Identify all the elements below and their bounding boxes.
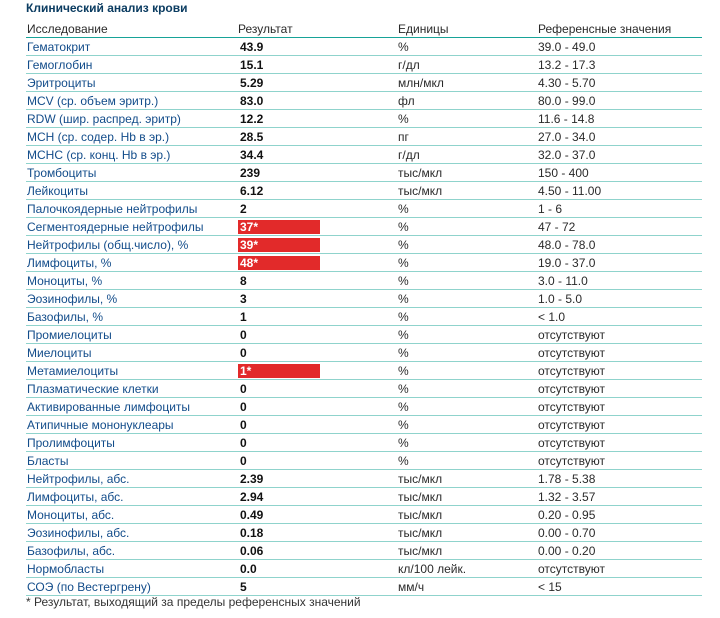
unit-cell: млн/мкл	[397, 74, 537, 92]
table-row	[26, 542, 702, 560]
test-name: Промиелоциты	[26, 326, 237, 344]
table-row	[26, 416, 702, 434]
unit-cell: пг	[397, 128, 537, 146]
result-value: 5.29	[240, 75, 264, 90]
test-name: Нормобласты	[26, 560, 237, 578]
result-cell	[237, 92, 397, 110]
result-value: 0	[240, 399, 247, 414]
table-row	[26, 362, 702, 380]
result-cell	[237, 524, 397, 542]
result-value: 239	[240, 165, 261, 180]
reference-cell: отсутствуют	[537, 362, 702, 380]
reference-cell: 1.0 - 5.0	[537, 290, 702, 308]
unit-cell: %	[397, 200, 537, 218]
result-value: 1	[240, 309, 247, 324]
test-name: Базофилы, абс.	[26, 542, 237, 560]
column-header-result: Результат	[237, 20, 397, 38]
result-value-out-of-range: 1*	[238, 364, 320, 378]
test-name: MCH (ср. содер. Hb в эр.)	[26, 128, 237, 146]
result-cell	[237, 38, 397, 56]
result-cell	[237, 578, 397, 596]
test-name: Гемоглобин	[26, 56, 237, 74]
result-cell	[237, 506, 397, 524]
reference-cell: отсутствуют	[537, 452, 702, 470]
reference-cell: отсутствуют	[537, 380, 702, 398]
unit-cell: %	[397, 308, 537, 326]
result-cell	[237, 272, 397, 290]
result-value: 2	[240, 201, 247, 216]
unit-cell: %	[397, 38, 537, 56]
reference-cell: 32.0 - 37.0	[537, 146, 702, 164]
results-table	[26, 20, 702, 596]
table-row	[26, 38, 702, 56]
unit-cell: %	[397, 362, 537, 380]
result-value: 2.39	[240, 471, 264, 486]
reference-cell: отсутствуют	[537, 398, 702, 416]
result-cell	[237, 308, 397, 326]
result-value: 0	[240, 435, 247, 450]
result-cell	[237, 380, 397, 398]
test-name: Активированные лимфоциты	[26, 398, 237, 416]
result-value: 0	[240, 381, 247, 396]
unit-cell: %	[397, 398, 537, 416]
result-cell	[237, 470, 397, 488]
unit-cell: тыс/мкл	[397, 506, 537, 524]
column-header-test: Исследование	[26, 20, 237, 38]
result-cell	[237, 452, 397, 470]
result-value: 0	[240, 345, 247, 360]
result-value: 0	[240, 453, 247, 468]
table-row	[26, 290, 702, 308]
unit-cell: тыс/мкл	[397, 488, 537, 506]
table-row	[26, 344, 702, 362]
reference-cell: 48.0 - 78.0	[537, 236, 702, 254]
result-cell	[237, 434, 397, 452]
reference-cell: < 15	[537, 578, 702, 596]
result-cell	[237, 416, 397, 434]
table-row	[26, 506, 702, 524]
column-header-units: Единицы	[397, 20, 537, 38]
test-name: Базофилы, %	[26, 308, 237, 326]
reference-cell: 150 - 400	[537, 164, 702, 182]
table-row	[26, 470, 702, 488]
reference-cell: 4.30 - 5.70	[537, 74, 702, 92]
table-row	[26, 110, 702, 128]
reference-cell: 39.0 - 49.0	[537, 38, 702, 56]
reference-cell: 0.20 - 0.95	[537, 506, 702, 524]
test-name: Сегментоядерные нейтрофилы	[26, 218, 237, 236]
reference-cell: 11.6 - 14.8	[537, 110, 702, 128]
reference-cell: 1.78 - 5.38	[537, 470, 702, 488]
result-cell	[237, 542, 397, 560]
test-name: Нейтрофилы (общ.число), %	[26, 236, 237, 254]
table-row	[26, 560, 702, 578]
unit-cell: %	[397, 344, 537, 362]
table-row	[26, 200, 702, 218]
test-name: Эритроциты	[26, 74, 237, 92]
result-value: 5	[240, 579, 247, 594]
unit-cell: тыс/мкл	[397, 470, 537, 488]
reference-cell: 0.00 - 0.20	[537, 542, 702, 560]
result-value: 0	[240, 417, 247, 432]
reference-cell: отсутствуют	[537, 326, 702, 344]
footnote: * Результат, выходящий за пределы референсных значений	[26, 595, 361, 609]
reference-cell: 13.2 - 17.3	[537, 56, 702, 74]
test-name: Лимфоциты, %	[26, 254, 237, 272]
test-name: СОЭ (по Вестергрену)	[26, 578, 237, 596]
page-title: Клинический анализ крови	[26, 1, 188, 15]
test-name: Метамиелоциты	[26, 362, 237, 380]
unit-cell: г/дл	[397, 56, 537, 74]
unit-cell: г/дл	[397, 146, 537, 164]
result-cell	[237, 218, 397, 236]
result-cell	[237, 560, 397, 578]
column-header-reference: Референсные значения	[537, 20, 702, 38]
result-value: 15.1	[240, 57, 264, 72]
result-value: 28.5	[240, 129, 264, 144]
table-row	[26, 56, 702, 74]
test-name: MCHC (ср. конц. Hb в эр.)	[26, 146, 237, 164]
reference-cell: 0.00 - 0.70	[537, 524, 702, 542]
result-cell	[237, 200, 397, 218]
unit-cell: %	[397, 326, 537, 344]
reference-cell: 1.32 - 3.57	[537, 488, 702, 506]
table-row	[26, 326, 702, 344]
test-name: Эозинофилы, %	[26, 290, 237, 308]
unit-cell: %	[397, 110, 537, 128]
table-row	[26, 578, 702, 596]
result-cell	[237, 344, 397, 362]
result-cell	[237, 128, 397, 146]
reference-cell: 19.0 - 37.0	[537, 254, 702, 272]
table-row	[26, 182, 702, 200]
result-value: 0.06	[240, 543, 264, 558]
result-value: 34.4	[240, 147, 264, 162]
table-header-row	[26, 20, 702, 38]
unit-cell: %	[397, 416, 537, 434]
table-row	[26, 308, 702, 326]
reference-cell: 27.0 - 34.0	[537, 128, 702, 146]
reference-cell: 1 - 6	[537, 200, 702, 218]
result-cell	[237, 182, 397, 200]
test-name: Пролимфоциты	[26, 434, 237, 452]
result-cell	[237, 362, 397, 380]
test-name: Нейтрофилы, абс.	[26, 470, 237, 488]
result-cell	[237, 398, 397, 416]
test-name: Тромбоциты	[26, 164, 237, 182]
result-value: 12.2	[240, 111, 264, 126]
result-cell	[237, 326, 397, 344]
result-cell	[237, 164, 397, 182]
result-value: 8	[240, 273, 247, 288]
table-row	[26, 74, 702, 92]
table-row	[26, 254, 702, 272]
result-value-out-of-range: 48*	[238, 256, 320, 270]
test-name: Миелоциты	[26, 344, 237, 362]
table-row	[26, 524, 702, 542]
test-name: Лейкоциты	[26, 182, 237, 200]
unit-cell: %	[397, 434, 537, 452]
result-cell	[237, 74, 397, 92]
test-name: Моноциты, абс.	[26, 506, 237, 524]
reference-cell: отсутствуют	[537, 434, 702, 452]
table-row	[26, 92, 702, 110]
result-cell	[237, 146, 397, 164]
result-cell	[237, 488, 397, 506]
unit-cell: мм/ч	[397, 578, 537, 596]
reference-cell: отсутствуют	[537, 416, 702, 434]
result-cell	[237, 254, 397, 272]
table-row	[26, 398, 702, 416]
unit-cell: %	[397, 380, 537, 398]
test-name: Плазматические клетки	[26, 380, 237, 398]
result-value: 2.94	[240, 489, 264, 504]
test-name: RDW (шир. распред. эритр)	[26, 110, 237, 128]
test-name: Моноциты, %	[26, 272, 237, 290]
unit-cell: тыс/мкл	[397, 182, 537, 200]
unit-cell: тыс/мкл	[397, 164, 537, 182]
table-row	[26, 434, 702, 452]
table-row	[26, 164, 702, 182]
unit-cell: тыс/мкл	[397, 524, 537, 542]
table-row	[26, 146, 702, 164]
table-row	[26, 452, 702, 470]
table-row	[26, 380, 702, 398]
result-value: 0.0	[240, 561, 257, 576]
table-row	[26, 128, 702, 146]
result-value: 3	[240, 291, 247, 306]
result-value: 6.12	[240, 183, 264, 198]
test-name: Гематокрит	[26, 38, 237, 56]
test-name: Бласты	[26, 452, 237, 470]
result-value: 83.0	[240, 93, 264, 108]
result-value: 0	[240, 327, 247, 342]
unit-cell: %	[397, 218, 537, 236]
unit-cell: фл	[397, 92, 537, 110]
result-cell	[237, 236, 397, 254]
unit-cell: тыс/мкл	[397, 542, 537, 560]
unit-cell: %	[397, 272, 537, 290]
reference-cell: 47 - 72	[537, 218, 702, 236]
reference-cell: отсутствуют	[537, 560, 702, 578]
result-cell	[237, 110, 397, 128]
reference-cell: отсутствуют	[537, 344, 702, 362]
result-value: 0.18	[240, 525, 264, 540]
unit-cell: %	[397, 254, 537, 272]
test-name: Лимфоциты, абс.	[26, 488, 237, 506]
result-cell	[237, 56, 397, 74]
reference-cell: 3.0 - 11.0	[537, 272, 702, 290]
table-row	[26, 236, 702, 254]
reference-cell: 4.50 - 11.00	[537, 182, 702, 200]
result-value: 0.49	[240, 507, 264, 522]
result-value: 43.9	[240, 39, 264, 54]
test-name: Атипичные мононуклеары	[26, 416, 237, 434]
table-row	[26, 218, 702, 236]
results-body	[26, 38, 702, 596]
result-value-out-of-range: 39*	[238, 238, 320, 252]
reference-cell: 80.0 - 99.0	[537, 92, 702, 110]
test-name: Палочкоядерные нейтрофилы	[26, 200, 237, 218]
test-name: Эозинофилы, абс.	[26, 524, 237, 542]
table-row	[26, 488, 702, 506]
unit-cell: %	[397, 290, 537, 308]
reference-cell: < 1.0	[537, 308, 702, 326]
result-value-out-of-range: 37*	[238, 220, 320, 234]
unit-cell: кл/100 лейк.	[397, 560, 537, 578]
test-name: MCV (ср. объем эритр.)	[26, 92, 237, 110]
unit-cell: %	[397, 236, 537, 254]
table-row	[26, 272, 702, 290]
unit-cell: %	[397, 452, 537, 470]
result-cell	[237, 290, 397, 308]
